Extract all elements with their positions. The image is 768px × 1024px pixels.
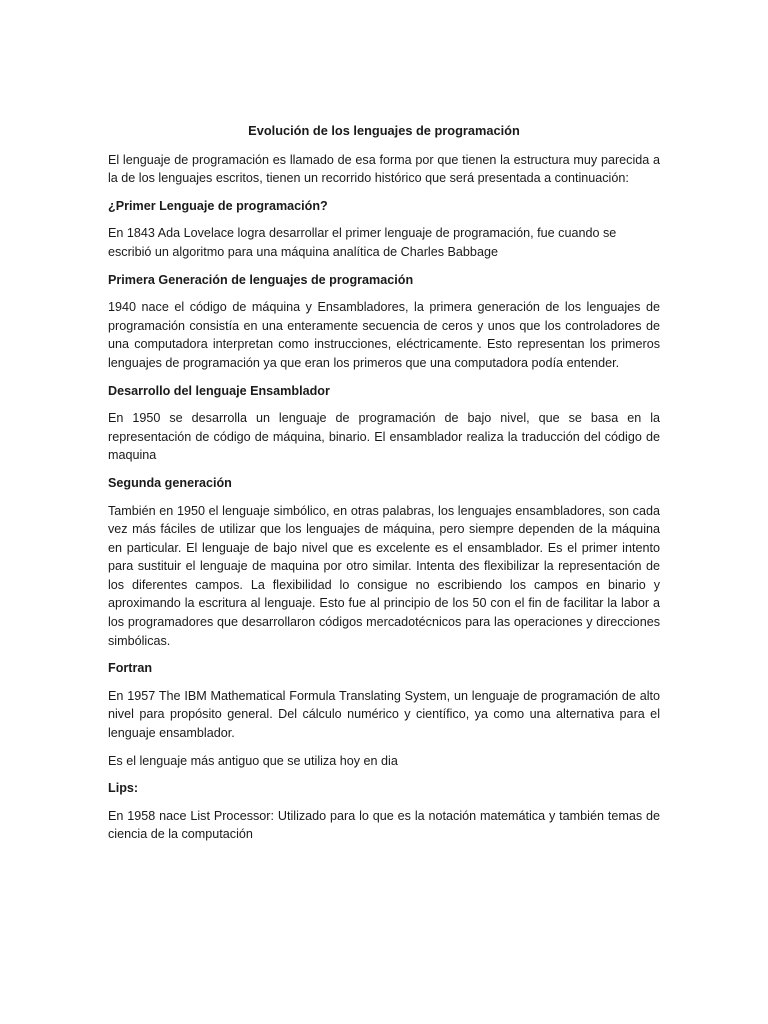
section-heading-ensamblador: Desarrollo del lenguaje Ensamblador bbox=[108, 383, 330, 398]
section-paragraph-fortran-note: Es el lenguaje más antiguo que se utiliza hoy en dia bbox=[108, 753, 398, 768]
section-heading-primer-lenguaje: ¿Primer Lenguaje de programación? bbox=[108, 198, 328, 213]
section-heading-primera-generacion: Primera Generación de lenguajes de programación bbox=[108, 272, 414, 287]
section-paragraph-primer-lenguaje: En 1843 Ada Lovelace logra desarrollar el primer lenguaje de programación, fue cuando se escribió un algoritmo para una máquina analítica de Charles Babbage bbox=[108, 226, 617, 259]
document-title: Evolución de los lenguajes de programación bbox=[248, 123, 520, 138]
section-paragraph-fortran: En 1957 The IBM Mathematical Formula Translating System, un lenguaje de programación de alto nivel para propósito general. Del cálculo numérico y científico, ya como una alternativa para el lenguaje ensamblador. bbox=[108, 688, 660, 741]
section-paragraph-ensamblador: En 1950 se desarrolla un lenguaje de programación de bajo nivel, que se basa en la representación de código de máquina, binario. El ensamblador realiza la traducción del código de maquina bbox=[108, 411, 660, 463]
section-heading-lips: Lips: bbox=[108, 781, 139, 796]
intro-paragraph: El lenguaje de programación es llamado de esa forma por que tienen la estructura muy parecida a la de los lenguajes escritos, tienen un recorrido histórico que será presentada a continuación: bbox=[108, 152, 660, 186]
section-heading-segunda-generacion: Segunda generación bbox=[108, 475, 232, 490]
section-paragraph-lips: En 1958 nace List Processor: Utilizado para lo que es la notación matemática y también temas de ciencia de la computación bbox=[108, 808, 660, 842]
section-paragraph-primera-generacion: 1940 nace el código de máquina y Ensambladores, la primera generación de los lenguajes de programación consistía en una enteramente secuencia de ceros y unos que los controladores de una computadora interpretan como instrucciones, eléctricamente. Esto representan los primeros lenguajes de programación ya que eran los primeros que una computadora podía entender. bbox=[108, 300, 660, 370]
section-heading-fortran: Fortran bbox=[108, 661, 153, 676]
section-paragraph-segunda-generacion: También en 1950 el lenguaje simbólico, en otras palabras, los lenguajes ensambladores, son cada vez más fáciles de utilizar que los lenguajes de máquina, pero siempre dependen de la máquina en particular. El lenguaje de bajo nivel que es excelente es el ensamblador. Es el primer intento para sustituir el lenguaje de maquina por otro similar. Intenta des flexibilizar la representación de los diferentes campos. La flexibilidad lo consigue no escribiendo los campos en binario y aproximando la escritura al lenguaje. Esto fue al principio de los 50 con el fin de facilitar la labor a los programadores que desarrollaron códigos mercadotécnicos para las operaciones y direcciones simbólicas. bbox=[108, 503, 660, 648]
